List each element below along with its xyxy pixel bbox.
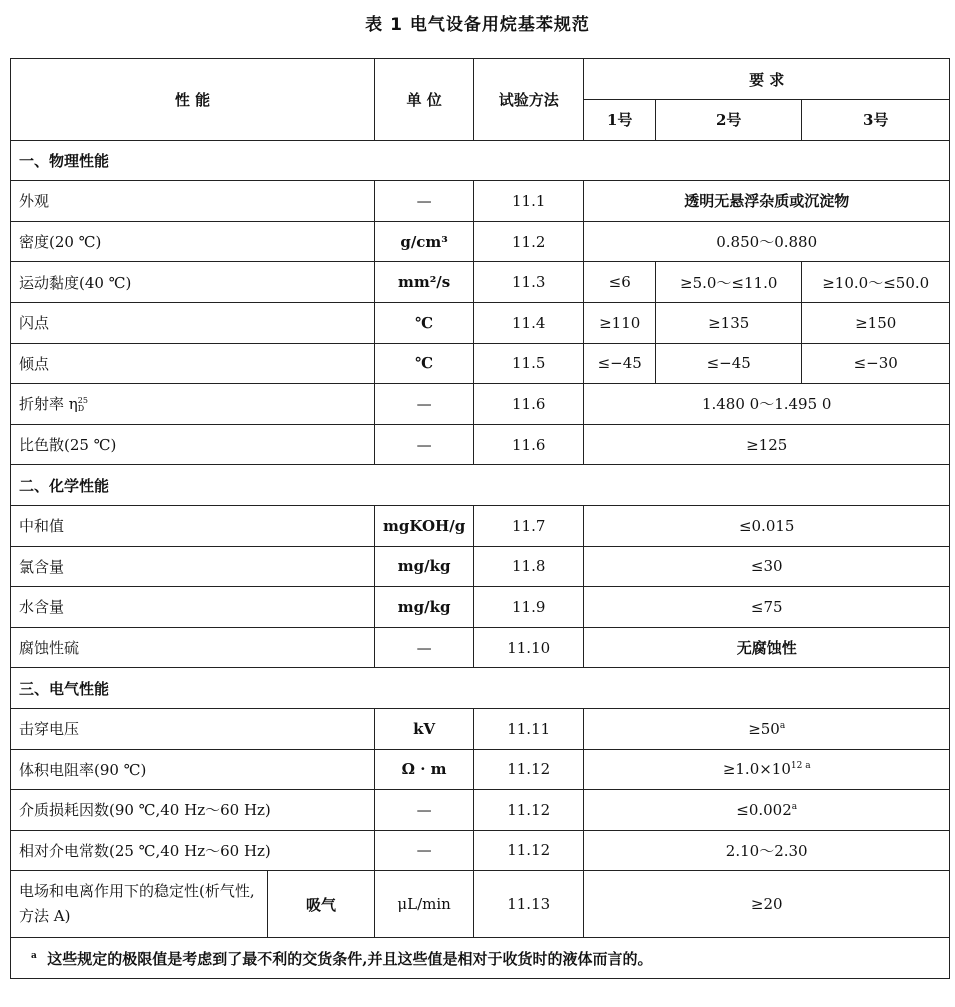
table-row-density xyxy=(11,221,950,262)
table-row-flash-point xyxy=(11,302,950,343)
property-cell: 体积电阻率(90 ℃) xyxy=(11,749,375,790)
property-cell: 击穿电压 xyxy=(11,708,375,749)
requirement-cell: 无腐蚀性 xyxy=(584,627,950,668)
header-grade-3: 3号 xyxy=(802,100,950,141)
method-cell: 11.3 xyxy=(474,262,584,303)
requirement-value: ≥1.0×10 xyxy=(722,760,791,779)
grade-1-cell: ≤6 xyxy=(584,262,656,303)
property-superscript: 25 xyxy=(77,396,88,406)
table-row-viscosity xyxy=(11,262,950,303)
table-row-neutralization xyxy=(11,505,950,546)
method-cell: 11.4 xyxy=(474,302,584,343)
method-cell: 11.13 xyxy=(474,871,584,938)
requirement-cell: ≥20 xyxy=(584,871,950,938)
property-cell: 中和值 xyxy=(11,505,375,546)
method-cell: 11.8 xyxy=(474,546,584,587)
method-cell: 11.12 xyxy=(474,830,584,871)
table-row-permittivity xyxy=(11,830,950,871)
property-cell: 比色散(25 ℃) xyxy=(11,424,375,465)
requirement-cell: 透明无悬浮杂质或沉淀物 xyxy=(584,181,950,222)
requirement-cell: 0.850～0.880 xyxy=(584,221,950,262)
table-row-volume-resistivity xyxy=(11,749,950,790)
requirement-value: ≥50 xyxy=(748,719,780,738)
property-cell: 电场和电离作用下的稳定性(析气性,方法 A) xyxy=(11,871,268,938)
header-grade-1: 1号 xyxy=(584,100,656,141)
method-cell: 11.11 xyxy=(474,708,584,749)
unit-cell: mm²/s xyxy=(375,262,474,303)
section-label: 二、化学性能 xyxy=(11,465,950,506)
method-cell: 11.6 xyxy=(474,384,584,425)
unit-cell: ℃ xyxy=(375,343,474,384)
requirement-cell: 1.480 0～1.495 0 xyxy=(584,384,950,425)
property-cell xyxy=(11,384,375,425)
table-row-gassing xyxy=(11,871,950,938)
method-cell: 11.1 xyxy=(474,181,584,222)
method-cell: 11.9 xyxy=(474,587,584,628)
requirement-cell: ≤0.015 xyxy=(584,505,950,546)
section-row-chemical xyxy=(11,465,950,506)
table-title: 表 1 电气设备用烷基苯规范 xyxy=(365,15,590,35)
table-row-breakdown-voltage xyxy=(11,708,950,749)
exponent-marker: 12 a xyxy=(790,761,811,772)
unit-cell: — xyxy=(375,181,474,222)
requirement-cell: ≤75 xyxy=(584,587,950,628)
requirement-cell: ≤30 xyxy=(584,546,950,587)
unit-cell: — xyxy=(375,790,474,831)
header-method: 试验方法 xyxy=(474,59,584,141)
unit-cell: — xyxy=(375,830,474,871)
footnote-marker: a xyxy=(31,950,37,961)
grade-3-cell: ≥150 xyxy=(802,302,950,343)
footnote-marker: a xyxy=(791,801,798,812)
table-row-dispersion xyxy=(11,424,950,465)
property-cell: 闪点 xyxy=(11,302,375,343)
table-row-water xyxy=(11,587,950,628)
grade-3-cell: ≥10.0～≤50.0 xyxy=(802,262,950,303)
table-row-refractive-index xyxy=(11,384,950,425)
unit-cell: Ω · m xyxy=(375,749,474,790)
property-cell: 氯含量 xyxy=(11,546,375,587)
specification-table xyxy=(10,58,950,979)
grade-3-cell: ≤−30 xyxy=(802,343,950,384)
method-cell: 11.7 xyxy=(474,505,584,546)
requirement-cell: ≥125 xyxy=(584,424,950,465)
grade-2-cell: ≥135 xyxy=(656,302,802,343)
method-cell: 11.12 xyxy=(474,749,584,790)
property-cell: 水含量 xyxy=(11,587,375,628)
section-row-electrical xyxy=(11,668,950,709)
header-unit: 单 位 xyxy=(375,59,474,141)
unit-cell: ℃ xyxy=(375,302,474,343)
unit-cell: μL/min xyxy=(375,871,474,938)
property-text: 折射率 η xyxy=(19,395,78,414)
grade-2-cell: ≤−45 xyxy=(656,343,802,384)
requirement-cell xyxy=(584,749,950,790)
unit-cell: g/cm³ xyxy=(375,221,474,262)
grade-1-cell: ≤−45 xyxy=(584,343,656,384)
unit-cell: — xyxy=(375,424,474,465)
table-row-corrosive-sulfur xyxy=(11,627,950,668)
unit-cell: — xyxy=(375,384,474,425)
table-row-appearance xyxy=(11,181,950,222)
property-subscript: D xyxy=(77,404,85,414)
requirement-cell xyxy=(584,790,950,831)
header-grade-2: 2号 xyxy=(656,100,802,141)
table-row-pour-point xyxy=(11,343,950,384)
requirement-cell xyxy=(584,708,950,749)
header-requirements: 要 求 xyxy=(584,59,950,100)
footnote-text: 这些规定的极限值是考虑到了最不利的交货条件,并且这些值是相对于收货时的液体而言的。 xyxy=(47,949,653,968)
property-cell: 外观 xyxy=(11,181,375,222)
property-cell: 倾点 xyxy=(11,343,375,384)
method-cell: 11.12 xyxy=(474,790,584,831)
header-property: 性 能 xyxy=(11,59,375,141)
unit-cell: mg/kg xyxy=(375,587,474,628)
unit-cell: mg/kg xyxy=(375,546,474,587)
method-cell: 11.10 xyxy=(474,627,584,668)
unit-cell: mgKOH/g xyxy=(375,505,474,546)
unit-cell: kV xyxy=(375,708,474,749)
footnote-marker: a xyxy=(779,720,786,731)
method-cell: 11.6 xyxy=(474,424,584,465)
header-row xyxy=(11,59,950,100)
footnote-cell xyxy=(11,938,950,979)
grade-2-cell: ≥5.0～≤11.0 xyxy=(656,262,802,303)
method-cell: 11.5 xyxy=(474,343,584,384)
method-cell: 11.2 xyxy=(474,221,584,262)
table-row-chlorine xyxy=(11,546,950,587)
property-cell: 介质损耗因数(90 ℃,40 Hz～60 Hz) xyxy=(11,790,375,831)
table-row-dissipation-factor xyxy=(11,790,950,831)
section-row-physical xyxy=(11,140,950,181)
subproperty-cell: 吸气 xyxy=(268,871,375,938)
property-cell: 相对介电常数(25 ℃,40 Hz～60 Hz) xyxy=(11,830,375,871)
unit-cell: — xyxy=(375,627,474,668)
property-cell: 密度(20 ℃) xyxy=(11,221,375,262)
property-cell: 运动黏度(40 ℃) xyxy=(11,262,375,303)
property-cell: 腐蚀性硫 xyxy=(11,627,375,668)
requirement-cell: 2.10～2.30 xyxy=(584,830,950,871)
requirement-value: ≤0.002 xyxy=(736,800,792,819)
section-label: 三、电气性能 xyxy=(11,668,950,709)
grade-1-cell: ≥110 xyxy=(584,302,656,343)
section-label: 一、物理性能 xyxy=(11,140,950,181)
footnote-row xyxy=(11,938,950,979)
